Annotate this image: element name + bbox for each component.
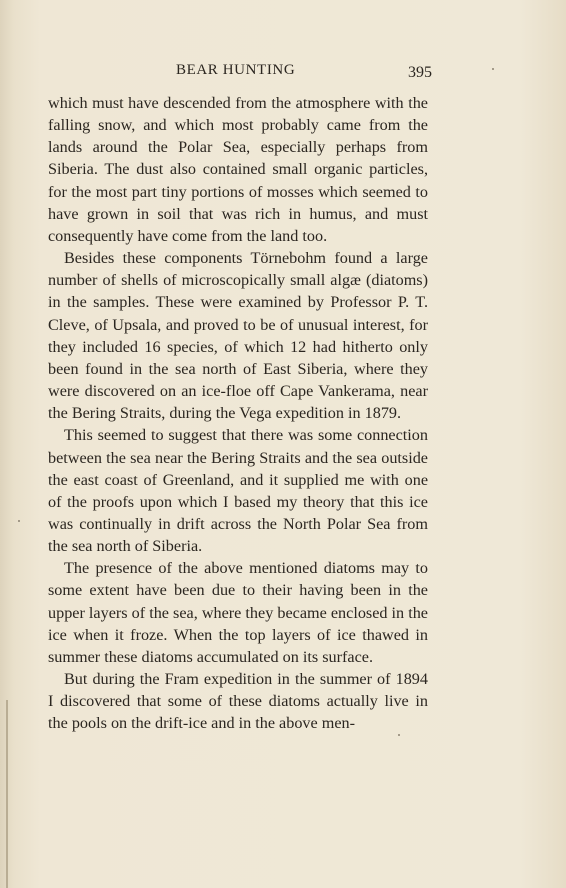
paper-speck	[18, 520, 20, 522]
paragraph: This seemed to suggest that there was some connection between the sea near the Bering Straits and the sea outside the east coast of Greenland, and it supplied me with one of the proofs upon which I based my theory that this ice was continually in drift across the North Polar Sea from the sea north of Siberia.	[48, 426, 428, 556]
paper-speck	[398, 734, 400, 736]
paper-speck	[492, 68, 494, 70]
paragraph: which must have descended from the atmosphere with the falling snow, and which most probably came from the lands around the Polar Sea, especially perhaps from Siberia. The dust also contained small organic particles, for the most part tiny portions of mosses which seemed to have grown in soil that was rich in humus, and must consequently have come from the land too.	[48, 94, 428, 245]
running-head: BEAR HUNTING	[176, 62, 296, 78]
paragraph: But during the Fram expedition in the summer of 1894 I discovered that some of these diatoms actually live in the pools on the drift-ice and in the above men-	[48, 670, 428, 733]
body-text	[48, 92, 428, 735]
binding-shadow	[6, 700, 8, 888]
paragraph: The presence of the above mentioned diatoms may to some extent have been due to their having been in the upper layers of the sea, where they became enclosed in the ice when it froze. When the top layers of ice thawed in summer these diatoms accumulated on its surface.	[48, 559, 428, 666]
paragraph: Besides these components Törnebohm found a large number of shells of microscopically small algæ (diatoms) in the samples. These were examined by Professor P. T. Cleve, of Upsala, and proved to be of unusual interest, for they included 16 species, of which 12 had hitherto only been found in the sea north of East Siberia, where they were discovered on an ice-floe off Cape Vankerama, near the Bering Straits, during the Vega expedition in 1879.	[48, 249, 428, 423]
page-number: 395	[408, 64, 432, 81]
page-header	[48, 62, 430, 84]
